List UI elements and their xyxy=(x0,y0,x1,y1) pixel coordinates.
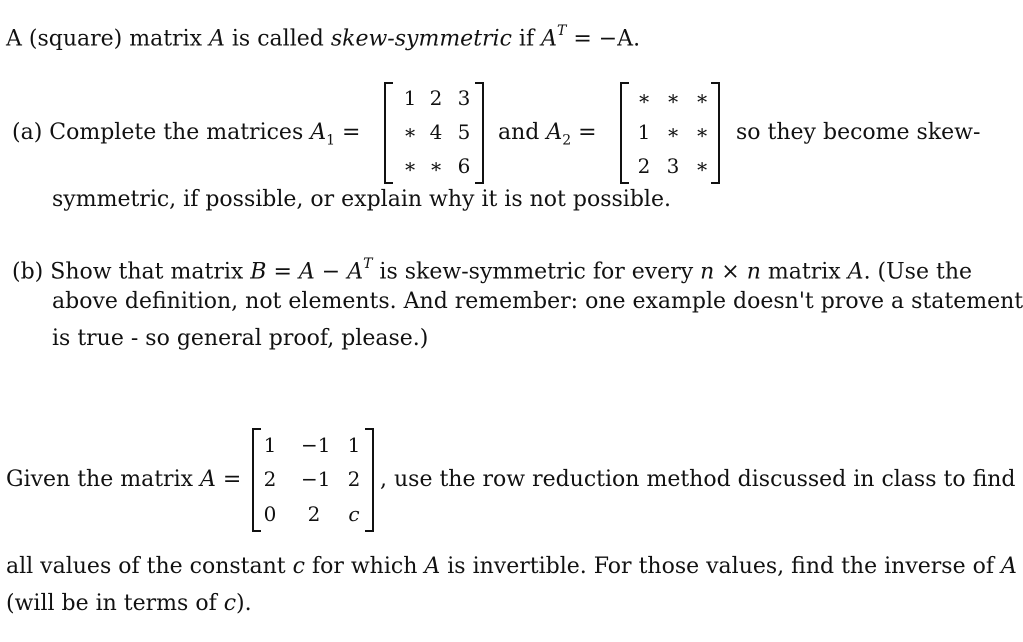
part-c-text: ). xyxy=(236,591,252,616)
part-b-line2 xyxy=(52,289,1023,315)
var-c: c xyxy=(223,591,237,616)
part-b-text: . (Use the xyxy=(863,259,973,285)
times: × xyxy=(714,259,747,285)
matrix-cell: 2 xyxy=(637,154,651,178)
matrix-cell: 1 xyxy=(347,433,361,457)
part-b-line3 xyxy=(52,326,428,352)
matrix-cell: 1 xyxy=(637,120,651,144)
var-a: A xyxy=(200,467,216,492)
part-c-after xyxy=(380,467,1016,493)
matrix-cell: −1 xyxy=(301,467,331,491)
part-c-given xyxy=(6,467,241,493)
part-b-text: is skew-symmetric for every xyxy=(372,259,701,285)
bracket-left xyxy=(384,82,393,184)
var-a: A xyxy=(209,26,225,52)
matrix-cell: 6 xyxy=(457,154,471,178)
var-a: A xyxy=(541,26,557,52)
suffix-text: so they become skew- xyxy=(736,120,981,145)
matrix-cell: −1 xyxy=(301,433,331,457)
equals: = xyxy=(215,467,242,492)
part-c-text: all values of the constant xyxy=(6,554,293,579)
matrix-cell: ∗ xyxy=(666,86,680,110)
part-a-label: (a) Complete the matrices xyxy=(12,120,311,145)
matrix-a2 xyxy=(620,82,720,184)
matrix-cell: 3 xyxy=(666,154,680,178)
minus: − xyxy=(314,259,348,285)
var-a2: A xyxy=(546,120,563,145)
matrix-cell: 5 xyxy=(457,120,471,144)
var-n: n xyxy=(746,259,761,285)
part-c-line2 xyxy=(6,554,1017,580)
subscript: 1 xyxy=(326,132,336,149)
part-b-text: matrix xyxy=(760,259,848,285)
intro-text: is called xyxy=(224,26,331,52)
equals: = xyxy=(266,259,299,285)
var-a: A xyxy=(298,259,315,285)
bracket-left xyxy=(620,82,629,184)
matrix-cell: ∗ xyxy=(695,86,709,110)
and-text: and xyxy=(498,120,547,145)
matrix-cell: 2 xyxy=(307,502,321,526)
matrix-a xyxy=(252,428,374,532)
var-b: B xyxy=(250,259,267,285)
given-text: Given the matrix xyxy=(6,467,201,492)
matrix-cell: 3 xyxy=(457,86,471,110)
equals: = xyxy=(335,120,361,145)
matrix-cell: 2 xyxy=(347,467,361,491)
transpose-mark: T xyxy=(363,256,373,272)
intro-text: A (square) matrix xyxy=(6,26,210,52)
matrix-cell: 1 xyxy=(263,433,277,457)
part-b-label: (b) Show that matrix xyxy=(12,259,251,285)
matrix-cell: ∗ xyxy=(403,120,417,144)
part-c-text: is invertible. For those values, find the inverse of xyxy=(440,554,1001,579)
part-c-text: for which xyxy=(304,554,425,579)
part-a-line2 xyxy=(52,187,671,213)
matrix-cell: ∗ xyxy=(637,86,651,110)
part-a-suffix xyxy=(736,120,980,146)
matrix-a1 xyxy=(384,82,484,184)
var-a1: A xyxy=(310,120,327,145)
var-a: A xyxy=(347,259,364,285)
subscript: 2 xyxy=(562,132,572,149)
equals: = xyxy=(571,120,597,145)
part-a-and xyxy=(498,120,597,153)
var-a: A xyxy=(424,554,441,579)
part-a-continuation: symmetric, if possible, or explain why it is not possible. xyxy=(52,187,671,212)
part-a-label-line xyxy=(12,120,360,153)
transpose-mark: T xyxy=(556,23,567,39)
intro-text: if xyxy=(511,26,542,52)
part-b-line1 xyxy=(12,253,972,285)
matrix-cell: 2 xyxy=(263,467,277,491)
matrix-cell: 1 xyxy=(403,86,417,110)
matrix-cell: ∗ xyxy=(429,154,443,178)
var-n: n xyxy=(700,259,715,285)
matrix-cell: ∗ xyxy=(666,120,680,144)
var-a: A xyxy=(847,259,864,285)
term-skew-symmetric: skew-symmetric xyxy=(330,26,512,52)
part-b-text: is true - so general proof, please.) xyxy=(52,326,429,351)
part-c-line3 xyxy=(6,591,252,617)
part-b-text: above definition, not elements. And remember: one example doesn't prove a statement xyxy=(52,289,1023,314)
matrix-cell: ∗ xyxy=(695,120,709,144)
part-c-text: , use the row reduction method discussed in class to find xyxy=(380,467,1016,492)
matrix-cell: c xyxy=(348,502,360,526)
var-a: A xyxy=(1000,554,1017,579)
var-c: c xyxy=(292,554,305,579)
matrix-cell: 2 xyxy=(429,86,443,110)
matrix-cell: 0 xyxy=(263,502,277,526)
part-c-text: (will be in terms of xyxy=(6,591,224,616)
intro-line xyxy=(6,20,640,52)
intro-equation: = −A. xyxy=(566,26,641,52)
matrix-cell: ∗ xyxy=(403,154,417,178)
matrix-cell: ∗ xyxy=(695,154,709,178)
matrix-cell: 4 xyxy=(429,120,443,144)
